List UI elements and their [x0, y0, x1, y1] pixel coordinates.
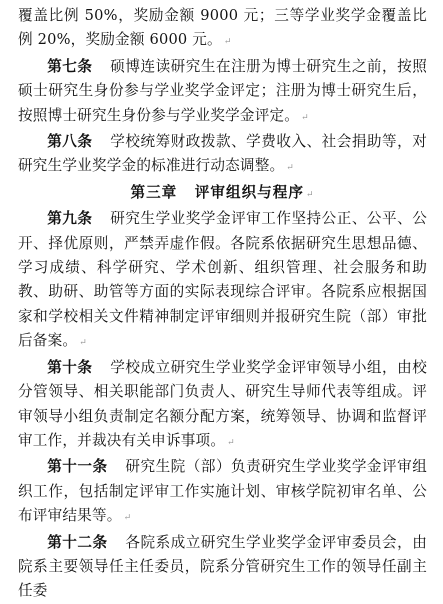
article-7 [18, 55, 427, 130]
article-text: 学校成立研究生学业奖学金评审领导小组，由校分管领导、相关职能部门负责人、研究生导师代表等组成。评审领导小组负责制定名额分配方案，统筹领导、协调和监督评审工作，并裁决有关申诉事项。 [18, 358, 428, 449]
paragraph-prize-ratio [18, 4, 427, 55]
article-number: 第十一条 [47, 458, 108, 476]
article-number: 第七条 [47, 57, 93, 75]
article-text: 学校统筹财政拨款、学费收入、社会捐助等，对研究生学业奖学金的标准进行动态调整。 [18, 133, 428, 175]
article-number: 第十二条 [47, 533, 108, 551]
paragraph-mark-icon: ↵ [305, 189, 315, 200]
article-text: 研究生院（部）负责研究生学业奖学金评审组织工作，包括制定评审工作实施计划、审核学院初审名单、公布评审结果等。 [18, 458, 427, 525]
paragraph-mark-icon: ↵ [79, 338, 87, 349]
article-10 [18, 356, 427, 456]
chapter-heading [18, 181, 427, 207]
article-12 [18, 531, 427, 604]
article-number: 第十条 [47, 358, 93, 376]
article-number: 第九条 [47, 210, 93, 228]
paragraph-mark-icon: ↵ [301, 112, 309, 123]
paragraph-mark-icon: ↵ [223, 37, 232, 48]
chapter-title: 评审组织与程序 [194, 183, 304, 201]
article-text: 各院系成立研究生学业奖学金评审委员会，由院系主要领导任主任委员，院系分管研究生工作的领导任副主任委 [18, 533, 427, 600]
article-9 [18, 207, 427, 355]
paragraph-mark-icon: ↵ [286, 163, 295, 174]
paragraph-mark-icon: ↵ [123, 513, 132, 524]
article-8 [18, 130, 427, 181]
article-number: 第八条 [47, 133, 93, 151]
article-text: 硕博连读研究生在注册为博士研究生之前，按照硕士研究生身份参与学业奖学金评定；注册为博士研究生后，按照博士研究生身份参与学业奖学金评定。 [18, 57, 428, 124]
chapter-number: 第三章 [130, 183, 178, 201]
article-text: 研究生学业奖学金评审工作坚持公正、公平、公开、择优原则，严禁弄虚作假。各院系依据研究生思想品德、学习成绩、科学研究、学术创新、组织管理、社会服务和助教、助研、助管等方面的实际表现综合评审。各院系应根据国家和学校相关文件精神制定评审细则并报研究生院（部）审批后备案。 [18, 210, 428, 350]
paragraph-text: 覆盖比例 50%，奖励金额 9000 元；三等学业奖学金覆盖比例 20%，奖励金额 6000 元。 [18, 7, 427, 49]
article-11 [18, 455, 427, 530]
paragraph-mark-icon: ↵ [227, 437, 235, 448]
